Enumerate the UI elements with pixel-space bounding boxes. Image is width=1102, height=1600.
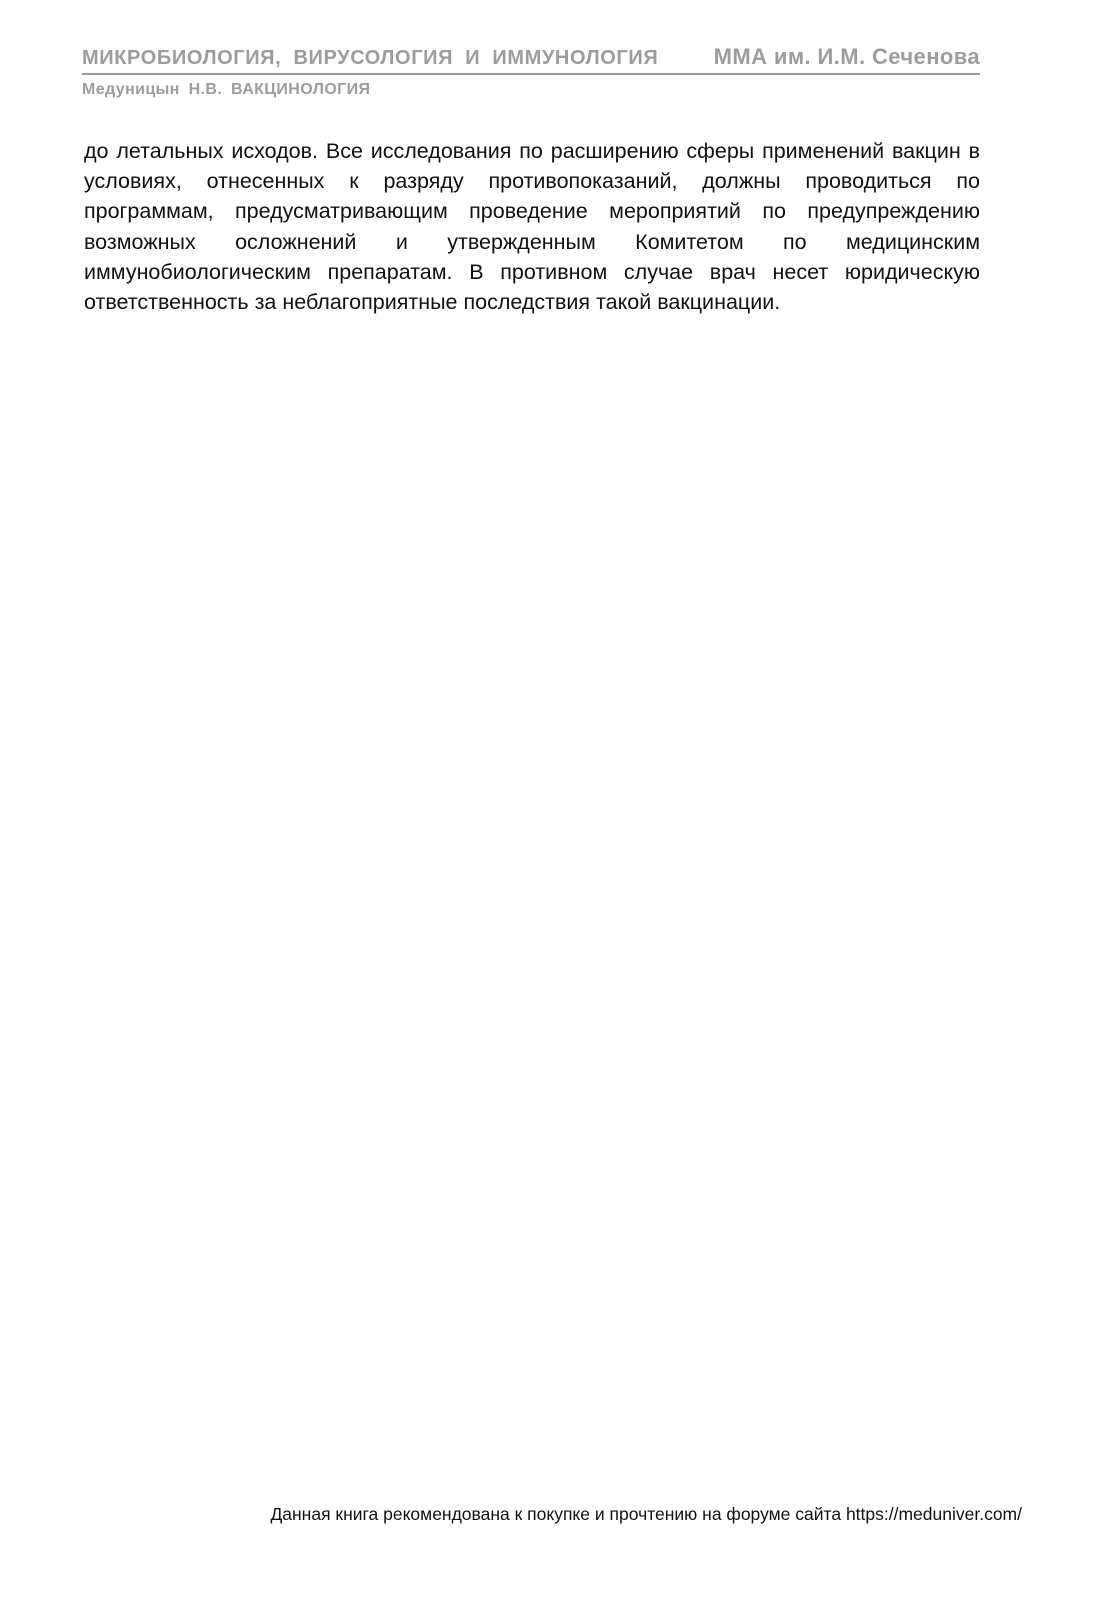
header-institution: ММА им. И.М. Сеченова [713,44,980,69]
body-paragraph: до летальных исходов. Все исследования по расширению сферы применений вакцин в условиях, отнесенных к разряду противопоказаний, должны проводиться по программам, предусматривающим проведение мероприятий по предупреждению возможных осложнений и утвержденным Комитетом по медицинским иммунобиологическим препаратам. В противном случае врач несет юридическую ответственность за неблагоприятные последствия такой вакцинации. [84,139,980,315]
header-top-row [82,44,980,75]
header-author-title: Медуницын Н.В. ВАКЦИНОЛОГИЯ [82,81,371,98]
page-header [82,44,980,99]
footer-note: Данная книга рекомендована к покупке и прочтению на форуме сайта https://meduniver.com/ [270,1504,1022,1524]
header-subject: МИКРОБИОЛОГИЯ, ВИРУСОЛОГИЯ И ИММУНОЛОГИЯ [82,47,659,69]
